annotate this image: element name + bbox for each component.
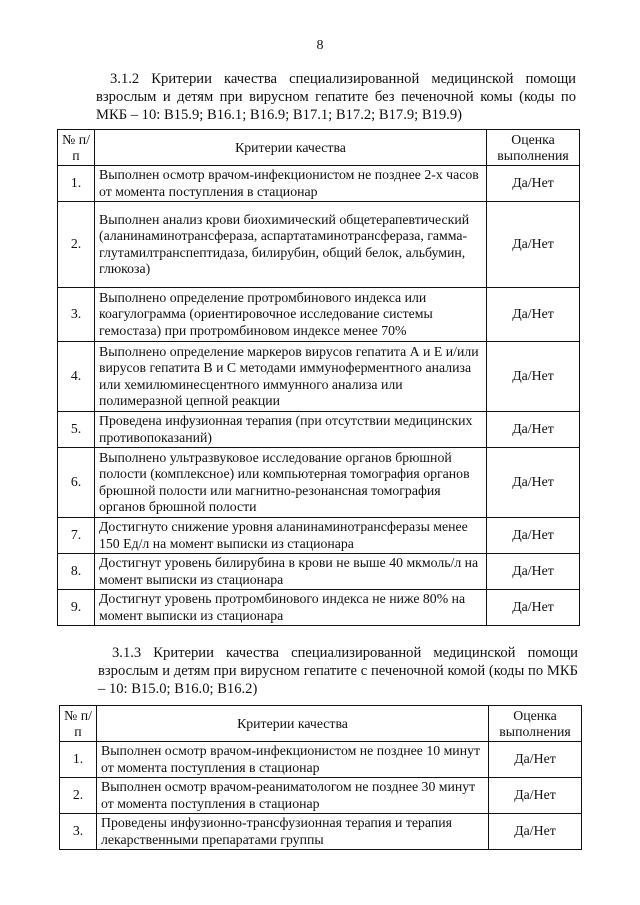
row-number: 4. [58,342,95,412]
table-row [58,448,580,518]
row-evaluation: Да/Нет [487,288,580,342]
row-number: 3. [60,814,97,850]
row-criteria: Выполнено определение протромбинового индекса или коагулограмма (ориентировочное исследование системы гемостаза) при протромбиновом индексе менее 70% [95,288,487,342]
row-number: 9. [58,590,95,626]
section-title-3-1-2: 3.1.2 Критерии качества специализированной медицинской помощи взрослым и детям при вирусном гепатите без печеночной комы (коды по МКБ – 10: В15.9; В16.1; В16.9; В17.1; В17.2; В17.9; В19.9) [96,71,576,123]
table-row [60,742,582,778]
table-row [60,814,582,850]
row-criteria: Выполнено ультразвуковое исследование органов брюшной полости (комплексное) или компьютерная томография органов брюшной полости или магнитно-резонансная томография органов брюшной полости [95,448,487,518]
row-evaluation: Да/Нет [487,202,580,288]
table-row [58,202,580,288]
row-number: 1. [58,166,95,202]
row-criteria: Достигнут уровень протромбинового индекса не ниже 80% на момент выписки из стационара [95,590,487,626]
table-row [58,518,580,554]
row-criteria: Выполнен осмотр врачом-реаниматологом не позднее 30 минут от момента поступления в стационар [97,778,489,814]
row-evaluation: Да/Нет [487,166,580,202]
row-criteria: Выполнено определение маркеров вирусов гепатита А и Е и/или вирусов гепатита В и С методами иммуноферментного анализа или хемилюминесцентного иммунного анализа или полимеразной цепной реакции [95,342,487,412]
table-row [58,342,580,412]
table-row [58,288,580,342]
row-number: 7. [58,518,95,554]
table-row [58,412,580,448]
header-number: № п/п [60,706,97,742]
row-number: 8. [58,554,95,590]
row-criteria: Достигнуто снижение уровня аланинаминотрансферазы менее 150 Ед/л на момент выписки из стационара [95,518,487,554]
row-evaluation: Да/Нет [489,778,582,814]
criteria-table-3-1-3 [59,705,582,850]
table-header-row [60,706,582,742]
row-criteria: Выполнен анализ крови биохимический общетерапевтический (аланинаминотрансфераза, аспартатаминотрансфераза, гамма-глутамилтранспептидаза, билирубин, общий белок, альбумин, глюкоза) [95,202,487,288]
row-evaluation: Да/Нет [487,448,580,518]
table-row [58,590,580,626]
row-evaluation: Да/Нет [487,412,580,448]
header-criteria: Критерии качества [97,706,489,742]
row-number: 2. [60,778,97,814]
table-header-row [58,130,580,166]
row-evaluation: Да/Нет [489,742,582,778]
row-number: 2. [58,202,95,288]
row-number: 5. [58,412,95,448]
row-evaluation: Да/Нет [487,518,580,554]
section-title-3-1-3: 3.1.3 Критерии качества специализированной медицинской помощи взрослым и детям при вирусном гепатите с печеночной комой (коды по МКБ – 10: В15.0; В16.0; В16.2) [98,645,578,697]
row-criteria: Выполнен осмотр врачом-инфекционистом не позднее 10 минут от момента поступления в стационар [97,742,489,778]
header-criteria: Критерии качества [95,130,487,166]
row-number: 1. [60,742,97,778]
row-evaluation: Да/Нет [487,590,580,626]
row-number: 6. [58,448,95,518]
row-evaluation: Да/Нет [487,554,580,590]
page-number: 8 [316,38,324,53]
row-number: 3. [58,288,95,342]
row-criteria: Проведена инфузионная терапия (при отсутствии медицинских противопоказаний) [95,412,487,448]
table-row [60,778,582,814]
row-evaluation: Да/Нет [487,342,580,412]
header-evaluation: Оценка выполнения [489,706,582,742]
row-criteria: Проведены инфузионно-трансфузионная терапия и терапия лекарственными препаратами группы [97,814,489,850]
header-number: № п/п [58,130,95,166]
row-evaluation: Да/Нет [489,814,582,850]
table-row [58,554,580,590]
table-row [58,166,580,202]
header-evaluation: Оценка выполнения [487,130,580,166]
row-criteria: Выполнен осмотр врачом-инфекционистом не позднее 2-х часов от момента поступления в стационар [95,166,487,202]
criteria-table-3-1-2 [57,129,580,626]
row-criteria: Достигнут уровень билирубина в крови не выше 40 мкмоль/л на момент выписки из стационара [95,554,487,590]
